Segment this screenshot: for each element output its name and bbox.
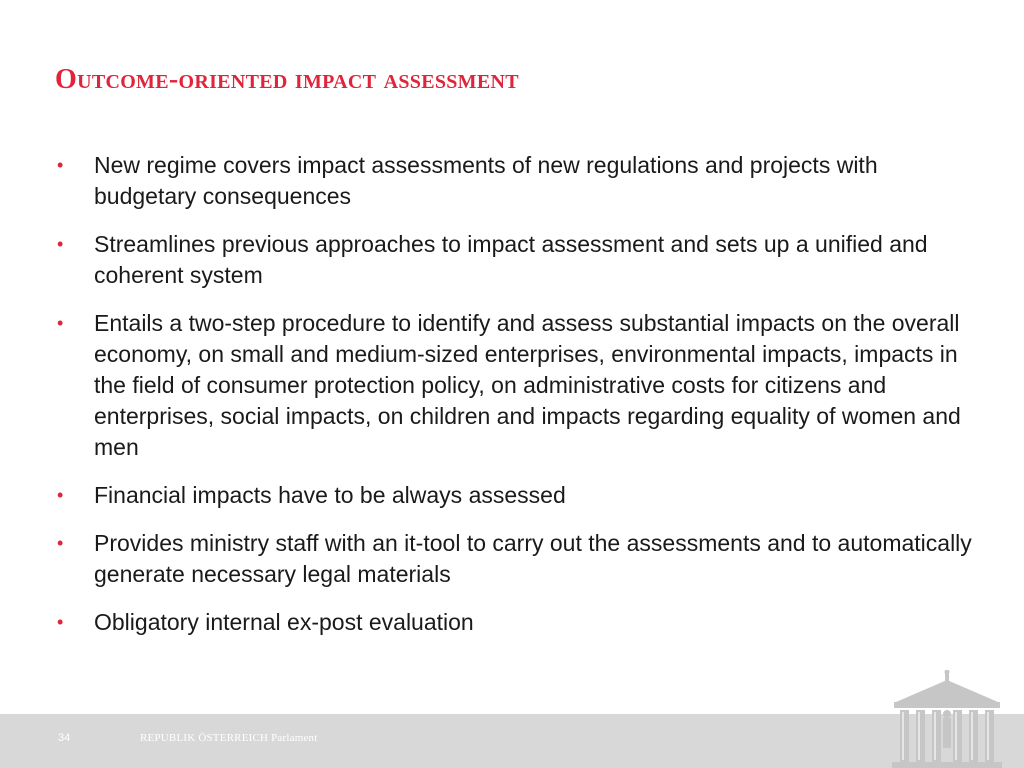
bullet-icon: • (57, 485, 64, 505)
list-item (57, 308, 982, 463)
bullet-text: Entails a two-step procedure to identify and assess substantial impacts on the overall economy, on small and medium-sized enterprises, environmental impacts, impacts in the field of consumer protection policy, on administrative costs for citizens and enterprises, social impacts, on children and impacts regarding equality of women and men (94, 310, 961, 460)
bullet-text: Financial impacts have to be always assessed (94, 482, 566, 508)
list-item (57, 150, 982, 212)
bullet-text: Provides ministry staff with an it-tool to carry out the assessments and to automatically generate necessary legal materials (94, 530, 972, 587)
footer-bar (0, 714, 1024, 768)
bullet-icon: • (57, 234, 64, 254)
bullet-list (57, 150, 982, 655)
bullet-text: New regime covers impact assessments of new regulations and projects with budgetary consequences (94, 152, 878, 209)
bullet-icon: • (57, 612, 64, 632)
slide-title: Outcome-oriented impact assessment (55, 64, 519, 95)
bullet-icon: • (57, 313, 64, 333)
parliament-building-icon (892, 670, 1002, 768)
bullet-text: Streamlines previous approaches to impact assessment and sets up a unified and coherent system (94, 231, 928, 288)
bullet-icon: • (57, 533, 64, 553)
page-number: 34 (58, 732, 71, 744)
list-item (57, 229, 982, 291)
bullet-text: Obligatory internal ex-post evaluation (94, 609, 474, 635)
footer-organization: REPUBLIK ÖSTERREICH Parlament (140, 732, 318, 744)
list-item (57, 480, 982, 511)
list-item (57, 607, 982, 638)
list-item (57, 528, 982, 590)
bullet-icon: • (57, 155, 64, 175)
